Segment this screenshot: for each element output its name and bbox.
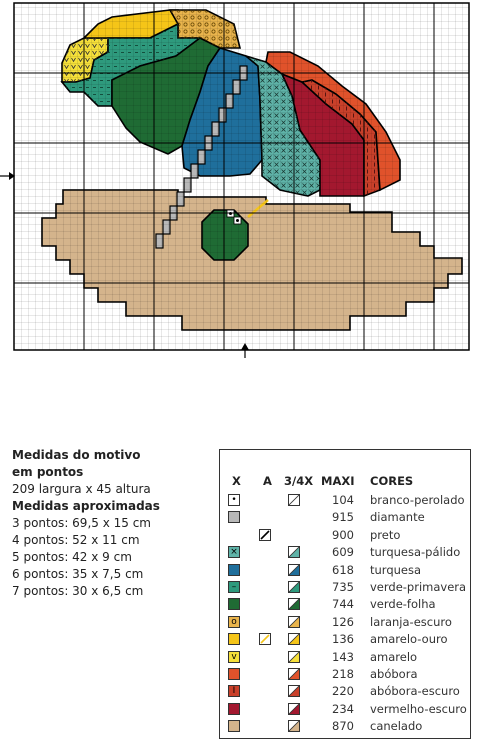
color-legend [219,449,471,739]
full-stitch-swatch [228,668,240,680]
size-3: 3 pontos: 69,5 x 15 cm [12,516,151,530]
stitch-size: 209 largura x 45 altura [12,482,151,496]
color-name: turquesa-pálido [370,545,461,560]
approx-title: Medidas aproximadas [12,499,160,513]
thread-code: 136 [332,632,354,647]
three-quarter-stitch-swatch [288,581,300,593]
header-maxi: MAXI [321,474,355,488]
legend-row [220,718,470,735]
full-stitch-swatch [228,564,240,576]
thread-code: 915 [332,510,354,525]
color-name: amarelo-ouro [370,632,448,647]
full-stitch-swatch [228,598,240,610]
three-quarter-stitch-swatch [288,633,300,645]
header-cores: CORES [370,474,414,488]
thread-code: 234 [332,701,354,716]
color-name: verde-folha [370,597,436,612]
color-name: amarelo [370,649,418,664]
legend-row [220,649,470,666]
three-quarter-stitch-swatch [288,651,300,663]
color-name: abóbora-escuro [370,684,460,699]
full-stitch-swatch: v [228,651,240,663]
size-7: 7 pontos: 30 x 6,5 cm [12,584,144,598]
full-stitch-swatch [228,703,240,715]
full-stitch-swatch: I [228,685,240,697]
thread-code: 609 [332,545,354,560]
thread-code: 143 [332,649,354,664]
color-name: laranja-escuro [370,614,452,629]
size-6: 6 pontos: 35 x 7,5 cm [12,567,144,581]
thread-code: 220 [332,684,354,699]
three-quarter-stitch-swatch [288,685,300,697]
header-a: A [263,474,272,488]
thread-code: 126 [332,614,354,629]
thread-code: 870 [332,719,354,734]
color-name: canelado [370,719,423,734]
header-three-quarter: 3/4X [284,474,314,488]
legend-row [220,492,470,509]
full-stitch-swatch: o [228,616,240,628]
full-stitch-swatch: – [228,581,240,593]
legend-row [220,544,470,561]
legend-row [220,562,470,579]
legend-row [220,527,470,544]
cross-stitch-chart [0,0,480,360]
legend-row [220,701,470,718]
three-quarter-stitch-swatch [288,616,300,628]
motif-measurements [12,447,202,600]
full-stitch-swatch [228,633,240,645]
measures-title-1: Medidas do motivo [12,448,141,462]
stitch-grid [14,3,469,350]
thread-code: 900 [332,527,354,542]
legend-row [220,666,470,683]
size-5: 5 pontos: 42 x 9 cm [12,550,132,564]
thread-code: 218 [332,667,354,681]
header-x: X [232,474,241,488]
color-name: vermelho-escuro [370,701,467,716]
full-stitch-swatch [228,511,240,523]
full-stitch-swatch [228,720,240,732]
backstitch-swatch [259,633,271,645]
three-quarter-stitch-swatch [288,668,300,680]
color-name: turquesa [370,562,422,577]
color-name: abóbora [370,667,418,681]
legend-row [220,631,470,648]
three-quarter-stitch-swatch [288,720,300,732]
legend-row [220,683,470,700]
full-stitch-swatch: × [228,546,240,558]
thread-code: 744 [332,597,354,612]
thread-code: 618 [332,562,354,577]
color-name: preto [370,527,401,542]
three-quarter-stitch-swatch [288,546,300,558]
three-quarter-stitch-swatch [288,598,300,610]
thread-code: 735 [332,580,354,594]
legend-row [220,579,470,596]
legend-row [220,596,470,613]
backstitch-swatch [259,529,271,541]
thread-code: 104 [332,493,354,507]
color-name: verde-primavera [370,580,467,594]
measures-title-2: em pontos [12,465,84,479]
legend-row [220,614,470,631]
legend-row [220,509,470,526]
size-4: 4 pontos: 52 x 11 cm [12,533,140,547]
color-name: diamante [370,510,425,525]
three-quarter-stitch-swatch [288,703,300,715]
color-name: branco-perolado [370,493,465,507]
three-quarter-stitch-swatch [288,494,300,506]
three-quarter-stitch-swatch [288,564,300,576]
full-stitch-swatch: • [228,494,240,506]
